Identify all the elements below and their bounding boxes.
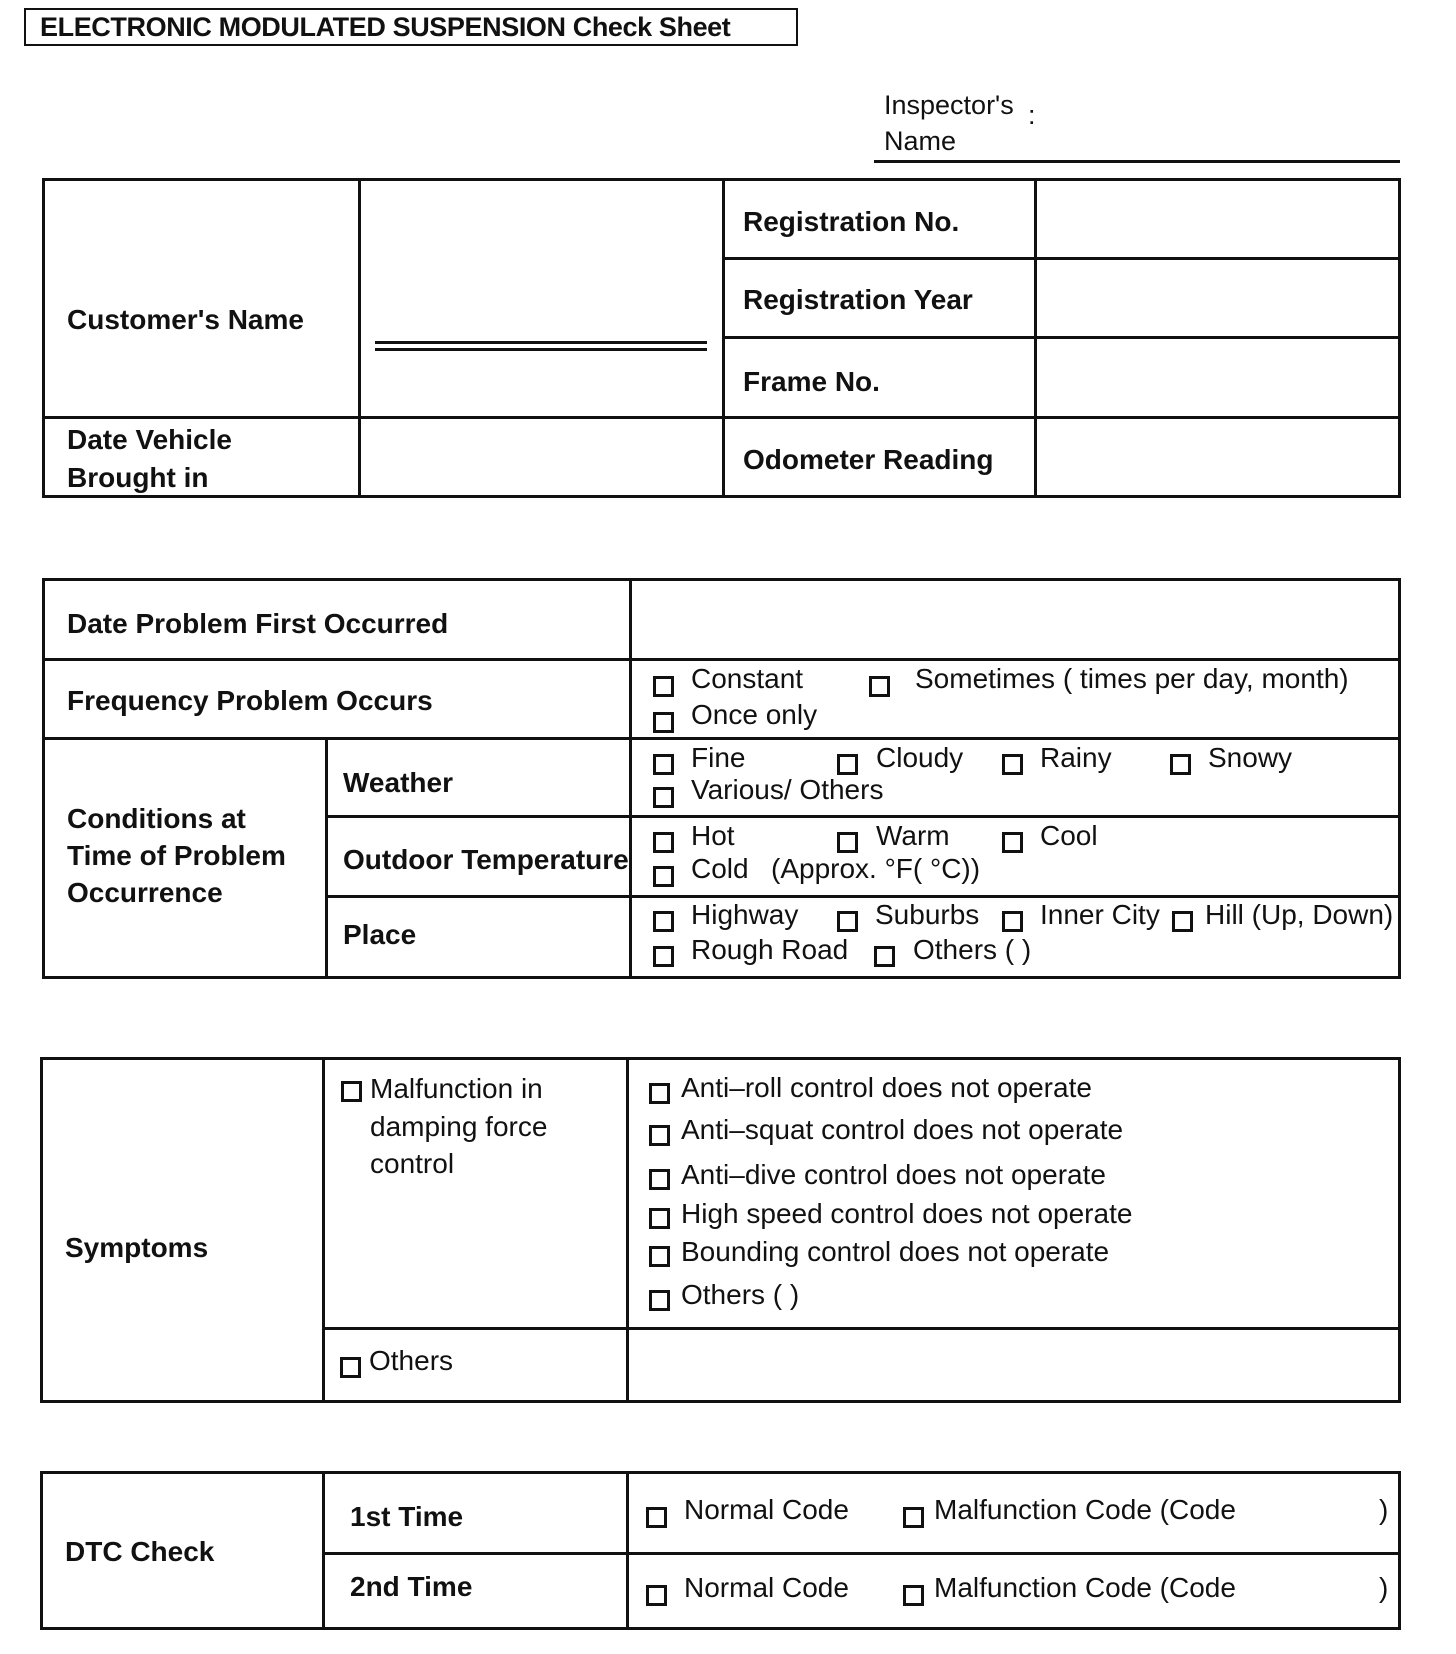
checkbox-various-others[interactable] [653,787,674,808]
first-normal-code-label: Normal Code [684,1494,849,1525]
checkbox-snowy[interactable] [1170,754,1191,775]
registration-no-label: Registration No. [743,206,960,237]
checkbox-others[interactable] [340,1357,361,1378]
inspector-colon: : [1028,100,1036,130]
page-title: ELECTRONIC MODULATED SUSPENSION Check Sheet [24,8,798,46]
checkbox-anti-dive[interactable] [649,1169,670,1190]
weather-label: Weather [343,767,453,798]
checkbox-hot[interactable] [653,832,674,853]
symptoms-table [40,1057,1401,1403]
option-constant-label: Constant [691,663,804,694]
option-inner-city-label: Inner City [1040,899,1160,930]
option-place-others-label: Others ( ) [913,934,1032,965]
checkbox-fine[interactable] [653,754,674,775]
option-fine-label: Fine [691,742,746,773]
odometer-field[interactable] [1037,419,1401,495]
temp-approx-label: (Approx. °F( °C)) [771,853,981,884]
checkbox-cloudy[interactable] [837,754,858,775]
option-snowy-label: Snowy [1208,742,1293,773]
date-brought-label-line2: Brought in [67,462,209,493]
symptom-anti-dive-label: Anti–dive control does not operate [681,1159,1106,1190]
dtc-first-time-label: 1st Time [350,1501,464,1532]
option-rainy-label: Rainy [1040,742,1112,773]
conditions-label-line1: Conditions at [67,803,246,834]
dtc-second-time-label: 2nd Time [350,1571,473,1602]
second-malfunction-code-label: Malfunction Code (Code [934,1572,1236,1603]
symptom-anti-roll-label: Anti–roll control does not operate [681,1072,1092,1103]
option-highway-label: Highway [691,899,799,930]
customer-name-field[interactable] [361,181,722,416]
inspector-label-line1: Inspector's [884,90,1014,120]
inspector-label-line2: Name [884,126,957,156]
option-cool-label: Cool [1040,820,1098,851]
dtc-check-table [40,1471,1401,1630]
place-label: Place [343,919,417,950]
checkbox-once-only[interactable] [653,712,674,733]
symptom-bounding-label: Bounding control does not operate [681,1236,1110,1267]
checkbox-suburbs[interactable] [837,911,858,932]
date-first-occurred-field[interactable] [632,581,1401,658]
checkbox-hill[interactable] [1172,911,1193,932]
registration-year-label: Registration Year [743,284,973,315]
frame-no-label: Frame No. [743,366,880,397]
option-sometimes-label: Sometimes ( times per day, month) [915,663,1349,694]
symptom-high-speed-label: High speed control does not operate [681,1198,1133,1229]
checkbox-warm[interactable] [837,832,858,853]
checkbox-second-malfunction-code[interactable] [903,1585,924,1606]
date-first-occurred-label: Date Problem First Occurred [67,608,449,639]
others-description-field[interactable] [629,1330,1401,1400]
registration-no-field[interactable] [1037,181,1401,257]
option-cloudy-label: Cloudy [876,742,964,773]
checkbox-rainy[interactable] [1002,754,1023,775]
option-hot-label: Hot [691,820,735,851]
symptom-anti-squat-label: Anti–squat control does not operate [681,1114,1124,1145]
second-normal-code-label: Normal Code [684,1572,849,1603]
checkbox-first-malfunction-code[interactable] [903,1507,924,1528]
malfunction-label-line2: damping force [370,1111,548,1142]
checkbox-malfunction-damping[interactable] [341,1081,362,1102]
vehicle-info-table [42,178,1401,498]
odometer-label: Odometer Reading [743,444,994,475]
option-suburbs-label: Suburbs [875,899,980,930]
first-malfunction-code-label: Malfunction Code (Code [934,1494,1236,1525]
option-once-only-label: Once only [691,699,818,730]
checkbox-cold[interactable] [653,866,674,887]
checkbox-anti-squat[interactable] [649,1125,670,1146]
customer-name-label: Customer's Name [67,304,304,335]
checkbox-place-others[interactable] [874,946,895,967]
symptom-others-label: Others ( ) [681,1279,800,1310]
problem-occurrence-table [42,578,1401,979]
option-cold-label: Cold [691,853,749,884]
checkbox-highway[interactable] [653,911,674,932]
dtc-check-label: DTC Check [65,1536,215,1567]
checkbox-bounding[interactable] [649,1246,670,1267]
option-rough-road-label: Rough Road [691,934,849,965]
checkbox-anti-roll[interactable] [649,1083,670,1104]
frame-no-field[interactable] [1037,339,1401,416]
outdoor-temperature-label: Outdoor Temperature [343,844,629,875]
registration-year-field[interactable] [1037,260,1401,336]
checkbox-symptom-others[interactable] [649,1290,670,1311]
inspector-name-field[interactable] [874,86,1400,163]
malfunction-label-line1: Malfunction in [370,1073,543,1104]
checkbox-high-speed[interactable] [649,1208,670,1229]
second-malfunction-close-paren: ) [1379,1572,1389,1603]
checkbox-cool[interactable] [1002,832,1023,853]
date-brought-field[interactable] [361,419,722,495]
malfunction-label-line3: control [370,1148,455,1179]
checkbox-inner-city[interactable] [1002,911,1023,932]
option-warm-label: Warm [876,820,950,851]
checkbox-second-normal-code[interactable] [646,1585,667,1606]
frequency-label: Frequency Problem Occurs [67,685,433,716]
checkbox-sometimes[interactable] [869,676,890,697]
date-brought-label-line1: Date Vehicle [67,424,232,455]
symptoms-label: Symptoms [65,1232,209,1263]
first-malfunction-close-paren: ) [1379,1494,1389,1525]
option-various-others-label: Various/ Others [691,774,884,805]
others-label: Others [369,1345,454,1376]
conditions-label-line3: Occurrence [67,877,223,908]
conditions-label-line2: Time of Problem [67,840,286,871]
option-hill-label: Hill (Up, Down) [1205,899,1394,930]
checkbox-constant[interactable] [653,676,674,697]
checkbox-first-normal-code[interactable] [646,1507,667,1528]
checkbox-rough-road[interactable] [653,946,674,967]
